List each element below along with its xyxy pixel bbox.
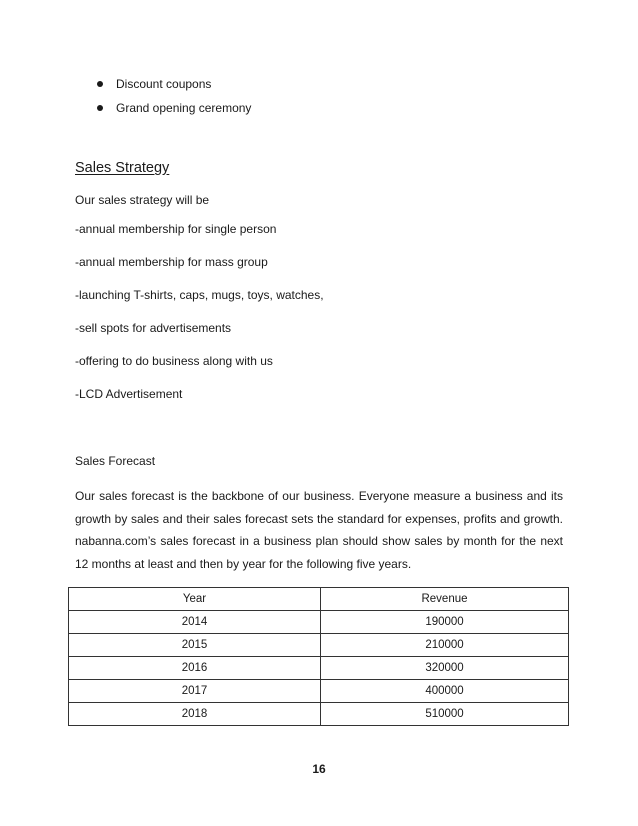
year-cell: 2015 [69, 634, 321, 657]
revenue-cell: 190000 [321, 611, 569, 634]
bullet-icon [97, 81, 103, 87]
page-number: 16 [312, 762, 326, 776]
strategy-item: -LCD Advertisement [75, 387, 183, 401]
list-item [94, 98, 251, 122]
bullet-text: Discount coupons [116, 77, 212, 91]
year-cell: 2014 [69, 611, 321, 634]
revenue-cell: 320000 [321, 657, 569, 680]
bullet-list [94, 74, 251, 122]
strategy-item: -launching T-shirts, caps, mugs, toys, watches, [75, 288, 324, 302]
year-cell: 2016 [69, 657, 321, 680]
table-header-row [69, 588, 569, 611]
column-header-year: Year [69, 588, 321, 611]
strategy-item: -annual membership for mass group [75, 255, 268, 269]
revenue-cell: 400000 [321, 680, 569, 703]
sales-forecast-heading: Sales Forecast [75, 454, 156, 468]
strategy-item: -annual membership for single person [75, 222, 277, 236]
table-row [69, 703, 569, 726]
year-cell: 2017 [69, 680, 321, 703]
bullet-icon [97, 105, 103, 111]
year-cell: 2018 [69, 703, 321, 726]
table-row [69, 634, 569, 657]
sales-forecast-paragraph: Our sales forecast is the backbone of our business. Everyone measure a business and its growth by sales and their sales forecast sets the standard for expenses, profits and growth. nabanna.com’s sales forecast in a business plan should show sales by month for the next 12 months at least and then by year for the following five years. [75, 489, 563, 571]
sales-strategy-heading: Sales Strategy [75, 160, 170, 176]
strategy-item: -offering to do business along with us [75, 354, 273, 368]
column-header-revenue: Revenue [321, 588, 569, 611]
table-row [69, 680, 569, 703]
bullet-text: Grand opening ceremony [116, 101, 252, 115]
table-row [69, 611, 569, 634]
table-row [69, 657, 569, 680]
revenue-cell: 210000 [321, 634, 569, 657]
list-item [94, 74, 251, 98]
sales-strategy-intro: Our sales strategy will be [75, 193, 210, 207]
revenue-cell: 510000 [321, 703, 569, 726]
revenue-table [68, 587, 569, 726]
strategy-item: -sell spots for advertisements [75, 321, 232, 335]
